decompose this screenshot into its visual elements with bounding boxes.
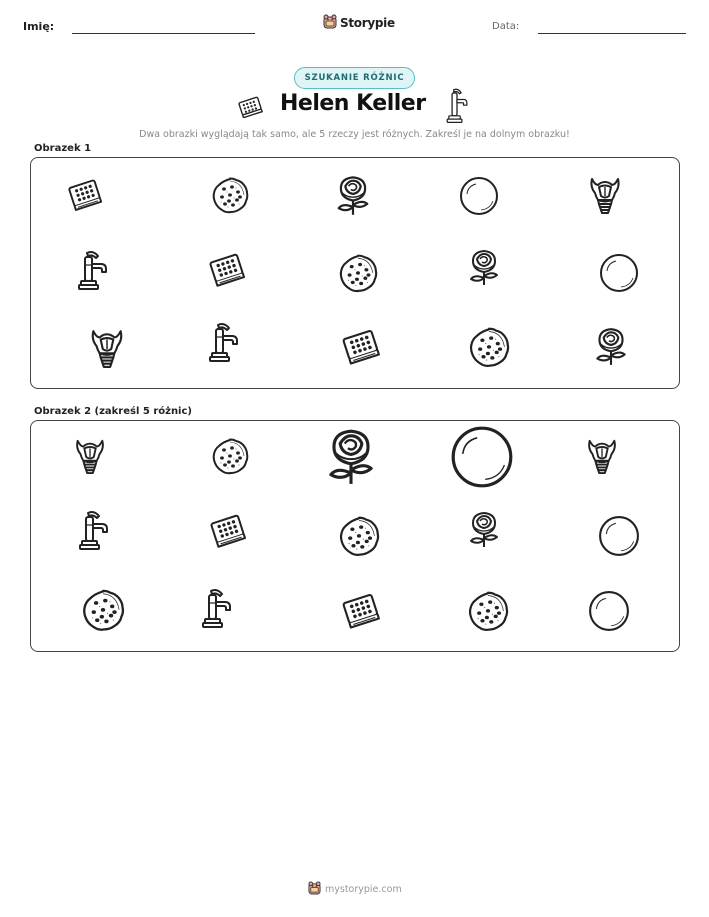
water-pump-icon[interactable] [198,588,238,628]
water-pump-icon [74,250,114,290]
bubble-icon[interactable] [598,515,640,557]
water-pump-icon [444,88,470,128]
brand-logo [323,13,395,33]
braille-book-icon[interactable] [208,511,248,551]
rose-icon [590,325,632,367]
badge-label: SZUKANIE RÓŻNIC [304,73,405,83]
braille-book-icon [340,326,382,368]
picture-1-label: Obrazek 1 [34,143,92,154]
larynx-icon [585,175,625,215]
cookie-icon[interactable] [210,437,250,477]
braille-book-icon [207,250,247,290]
bubble-icon[interactable] [588,590,630,632]
cookie-icon [467,326,511,370]
bubble-icon [459,176,499,216]
name-line[interactable] [72,33,255,34]
date-line[interactable] [538,33,686,34]
braille-book-icon[interactable] [340,590,382,632]
activity-badge [294,67,415,89]
rose-icon[interactable] [320,425,382,487]
water-pump-icon [205,322,245,362]
storypie-mascot-icon [308,880,321,899]
instructions: Dwa obrazki wyglądają tak samo, ale 5 rzeczy jest różnych. Zakreśl je na dolnym obrazku! [139,129,570,140]
rose-icon[interactable] [464,509,504,549]
brand-name: Storypie [340,16,395,30]
water-pump-icon[interactable] [75,510,115,550]
larynx-icon[interactable] [583,437,621,475]
storypie-mascot-icon [323,13,337,33]
bubble-icon[interactable] [450,425,514,489]
name-label: Imię: [23,20,55,33]
larynx-icon [86,327,128,369]
braille-book-icon [236,94,264,122]
date-label: Data: [492,21,520,32]
cookie-icon [337,253,379,295]
braille-book-icon [66,176,104,214]
rose-icon [464,247,504,287]
cookie-icon [210,176,250,216]
cookie-icon[interactable] [80,588,126,634]
footer-url: mystorypie.com [325,884,402,895]
picture-2-label: Obrazek 2 (zakreśl 5 różnic) [34,406,192,417]
footer [308,880,402,899]
cookie-icon[interactable] [466,590,510,634]
bubble-icon [599,253,639,293]
cookie-icon[interactable] [337,515,381,559]
larynx-icon[interactable] [71,437,109,475]
page-title: Helen Keller [280,91,426,116]
rose-icon [331,173,375,217]
